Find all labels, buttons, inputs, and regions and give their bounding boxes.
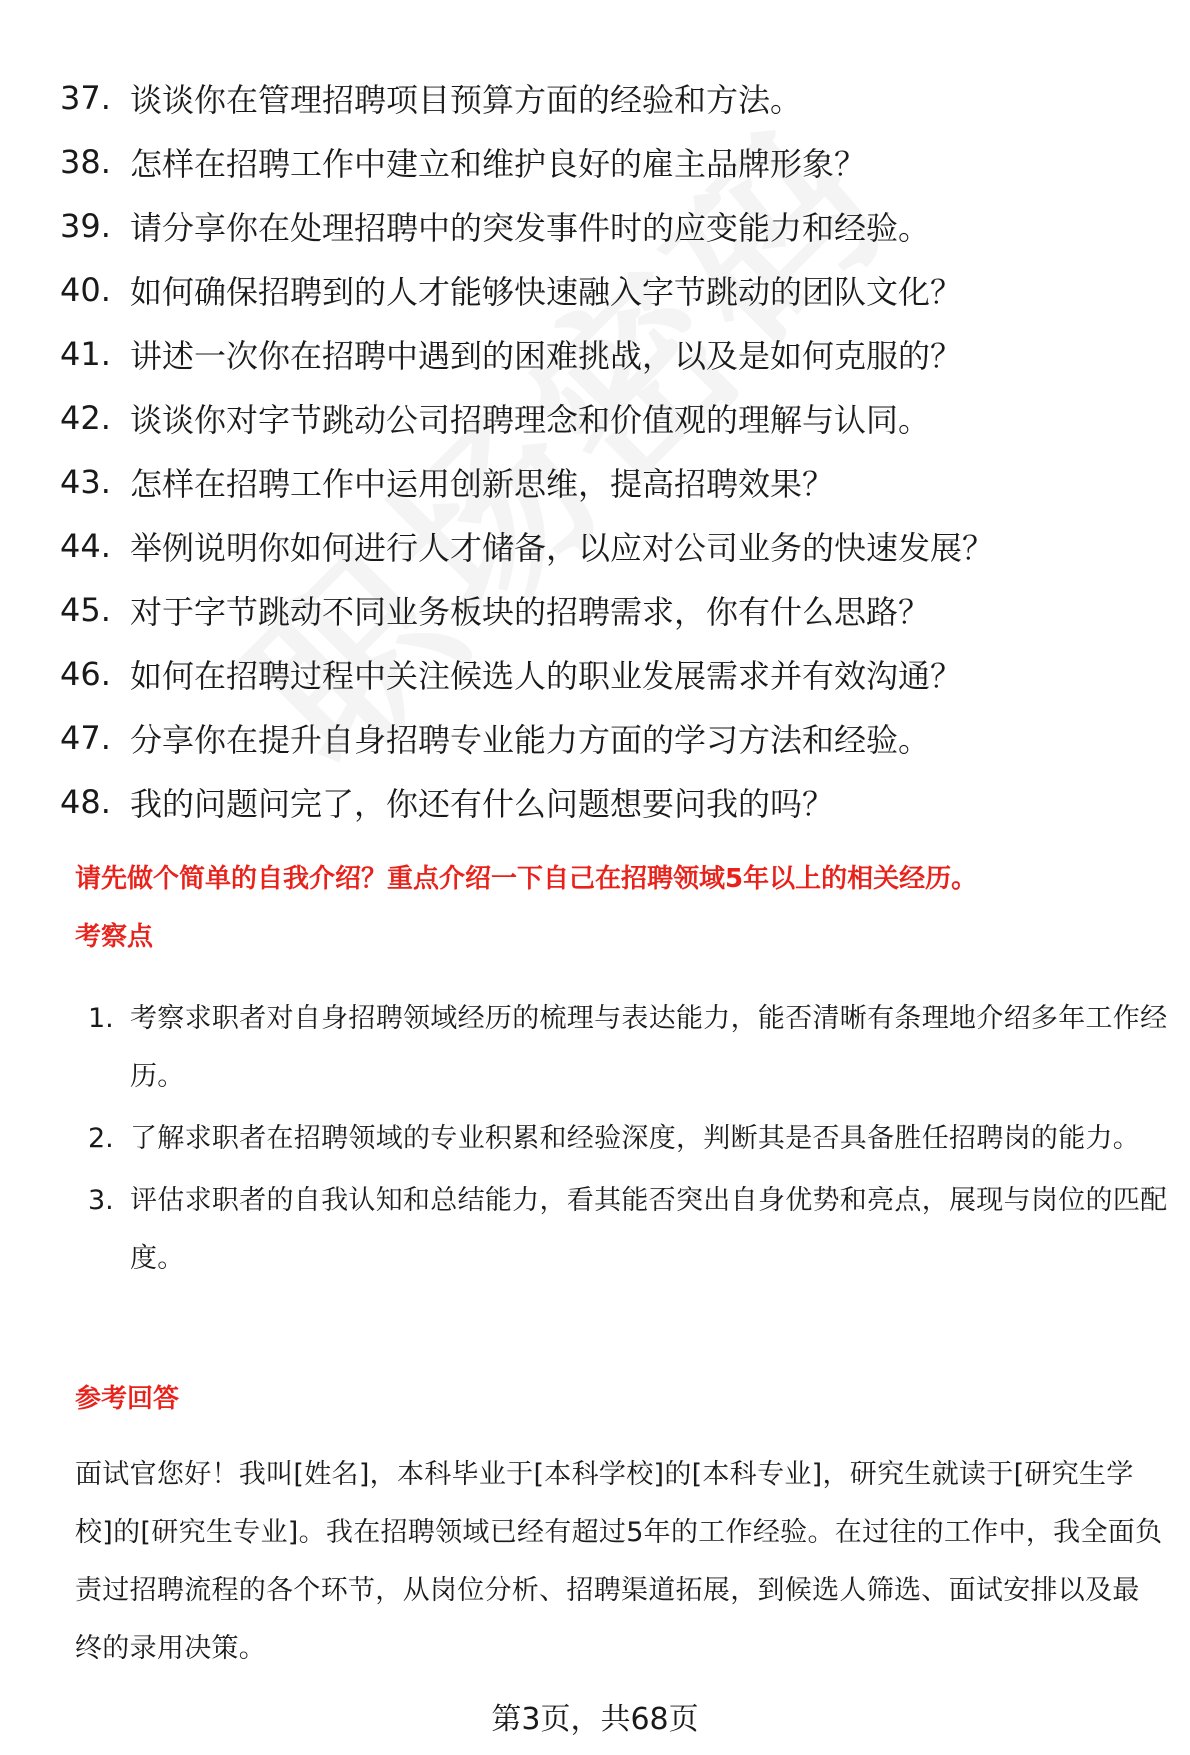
question-item [60, 130, 1160, 194]
question-text: 怎样在招聘工作中运用创新思维，提高招聘效果？ [130, 465, 835, 503]
list-item-number: 1. [88, 1003, 114, 1034]
question-item [60, 770, 1160, 834]
question-text: 我的问题问完了，你还有什么问题想要问我的吗？ [130, 785, 835, 823]
question-text: 如何确保招聘到的人才能够快速融入字节跳动的团队文化？ [130, 273, 963, 311]
question-number: 43. [60, 463, 111, 501]
question-item [60, 66, 1160, 130]
question-text: 谈谈你在管理招聘项目预算方面的经验和方法。 [130, 81, 803, 119]
reference-answer-text: 面试官您好！我叫[姓名]，本科毕业于[本科学校]的[本科专业]，研究生就读于[研究生学校]的[研究生专业]。我在招聘领域已经有超过5年的工作经验。在过往的工作中，我全面负责过招聘流程的各个环节，从岗位分析、招聘渠道拓展，到候选人筛选、面试安排以及最终的录用决策。 [75, 1459, 1163, 1664]
question-number: 45. [60, 591, 111, 629]
question-number: 38. [60, 143, 111, 181]
question-text: 请分享你在处理招聘中的突发事件时的应变能力和经验。 [130, 209, 931, 247]
page-number: 第3页，共68页 [491, 1702, 699, 1737]
exam-points-title: 考察点 [75, 922, 154, 952]
question-item [60, 194, 1160, 258]
question-text: 讲述一次你在招聘中遇到的困难挑战，以及是如何克服的？ [130, 337, 963, 375]
question-number: 41. [60, 335, 111, 373]
question-number: 44. [60, 527, 111, 565]
question-item [60, 322, 1160, 386]
question-item [60, 386, 1160, 450]
question-item [60, 258, 1160, 322]
list-item-text: 了解求职者在招聘领域的专业积累和经验深度，判断其是否具备胜任招聘岗的能力。 [130, 1123, 1141, 1154]
list-item [88, 1110, 1168, 1168]
question-text: 分享你在提升自身招聘专业能力方面的学习方法和经验。 [130, 721, 931, 759]
list-item [88, 1172, 1168, 1288]
list-item-number: 3. [88, 1185, 114, 1216]
question-number: 48. [60, 783, 111, 821]
list-item-text: 考察求职者对自身招聘领域经历的梳理与表达能力，能否清晰有条理地介绍多年工作经历。 [130, 1003, 1168, 1092]
reference-answer-title: 参考回答 [75, 1384, 180, 1414]
list-item [88, 990, 1168, 1106]
question-list [60, 66, 1160, 834]
question-text: 谈谈你对字节跳动公司招聘理念和价值观的理解与认同。 [130, 401, 931, 439]
question-text: 举例说明你如何进行人才储备，以应对公司业务的快速发展？ [130, 529, 995, 567]
list-item-number: 2. [88, 1123, 114, 1154]
question-number: 42. [60, 399, 111, 437]
question-item [60, 450, 1160, 514]
question-item [60, 514, 1160, 578]
question-text: 如何在招聘过程中关注候选人的职业发展需求并有效沟通？ [130, 657, 963, 695]
question-headline: 请先做个简单的自我介绍？重点介绍一下自己在招聘领域5年以上的相关经历。 [75, 864, 978, 894]
question-number: 37. [60, 79, 111, 117]
question-text: 怎样在招聘工作中建立和维护良好的雇主品牌形象？ [130, 145, 867, 183]
question-number: 40. [60, 271, 111, 309]
list-item-text: 评估求职者的自我认知和总结能力，看其能否突出自身优势和亮点，展现与岗位的匹配度。 [130, 1185, 1168, 1274]
exam-points-list [88, 990, 1168, 1292]
question-item [60, 642, 1160, 706]
question-item [60, 706, 1160, 770]
question-number: 39. [60, 207, 111, 245]
question-item [60, 578, 1160, 642]
question-number: 46. [60, 655, 111, 693]
question-text: 对于字节跳动不同业务板块的招聘需求，你有什么思路？ [130, 593, 931, 631]
question-number: 47. [60, 719, 111, 757]
